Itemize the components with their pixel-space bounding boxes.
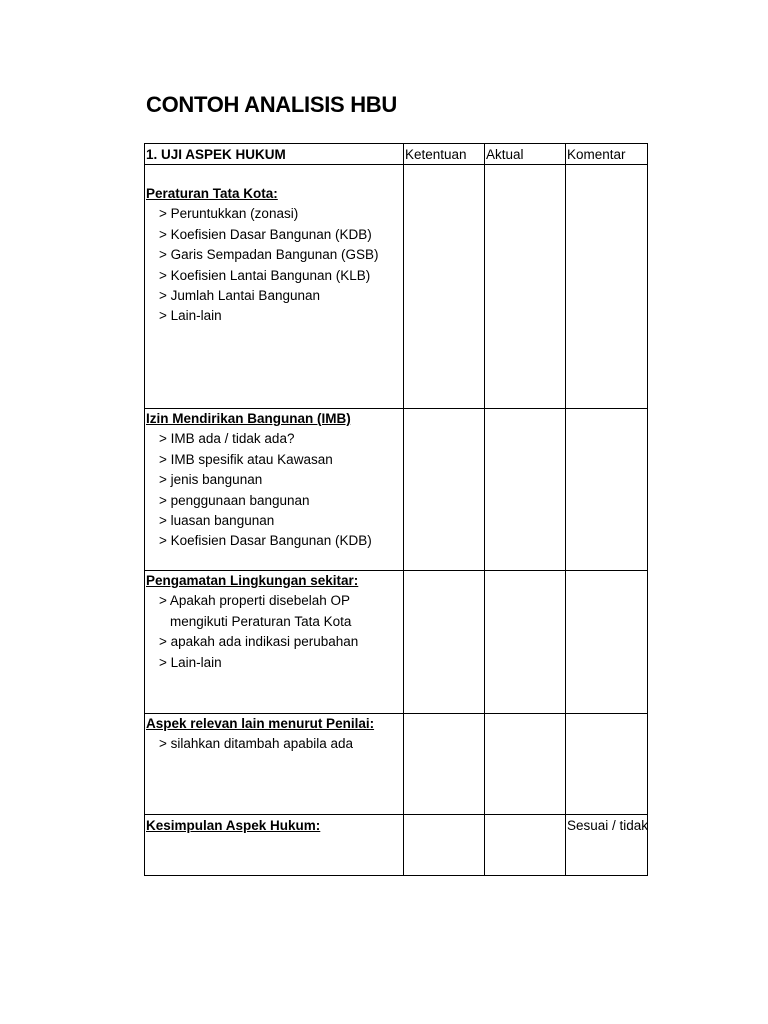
list-item: > Koefisien Dasar Bangunan (KDB) xyxy=(159,226,372,242)
list-item: > IMB spesifik atau Kawasan xyxy=(159,451,333,467)
column-divider xyxy=(484,144,485,875)
section-title: Pengamatan Lingkungan sekitar: xyxy=(146,573,359,588)
section-title: Izin Mendirikan Bangunan (IMB) xyxy=(146,411,351,426)
section-pengamatan-lingkungan xyxy=(146,571,402,673)
list-item: > Apakah properti disebelah OP xyxy=(159,593,351,609)
list-item: > Garis Sempadan Bangunan (GSB) xyxy=(159,247,379,263)
list-item: > jenis bangunan xyxy=(159,472,263,488)
column-divider xyxy=(403,144,404,875)
header-ketentuan: Ketentuan xyxy=(405,147,467,162)
list-item: > Peruntukkan (zonasi) xyxy=(159,206,299,222)
list-item: > penggunaan bangunan xyxy=(159,492,310,508)
list-item: > Lain-lain xyxy=(159,654,222,670)
list-item: > Jumlah Lantai Bangunan xyxy=(159,288,320,304)
list-item-continuation: mengikuti Peraturan Tata Kota xyxy=(170,613,352,629)
header-aktual: Aktual xyxy=(486,147,524,162)
section-aspek-relevan-lain xyxy=(146,714,402,755)
header-komentar: Komentar xyxy=(567,147,626,162)
kesimpulan-komentar: Sesuai / tidak xyxy=(567,818,648,833)
section-peraturan-tata-kota xyxy=(146,184,402,327)
hbu-analysis-table xyxy=(144,143,648,876)
list-item: > Koefisien Dasar Bangunan (KDB) xyxy=(159,533,372,549)
section-title: Kesimpulan Aspek Hukum: xyxy=(146,818,321,833)
list-item: > apakah ada indikasi perubahan xyxy=(159,634,359,650)
section-title: Peraturan Tata Kota: xyxy=(146,186,278,201)
list-item: > silahkan ditambah apabila ada xyxy=(159,736,354,752)
list-item: > Lain-lain xyxy=(159,308,222,324)
row-divider xyxy=(145,814,647,815)
page-title: CONTOH ANALISIS HBU xyxy=(146,92,397,117)
section-title: Aspek relevan lain menurut Penilai: xyxy=(146,716,375,731)
column-divider xyxy=(565,144,566,875)
header-aspect: 1. UJI ASPEK HUKUM xyxy=(146,147,286,162)
list-item: > luasan bangunan xyxy=(159,513,275,529)
list-item: > Koefisien Lantai Bangunan (KLB) xyxy=(159,267,371,283)
section-imb xyxy=(146,409,402,552)
section-kesimpulan xyxy=(146,816,402,836)
list-item: > IMB ada / tidak ada? xyxy=(159,431,295,447)
